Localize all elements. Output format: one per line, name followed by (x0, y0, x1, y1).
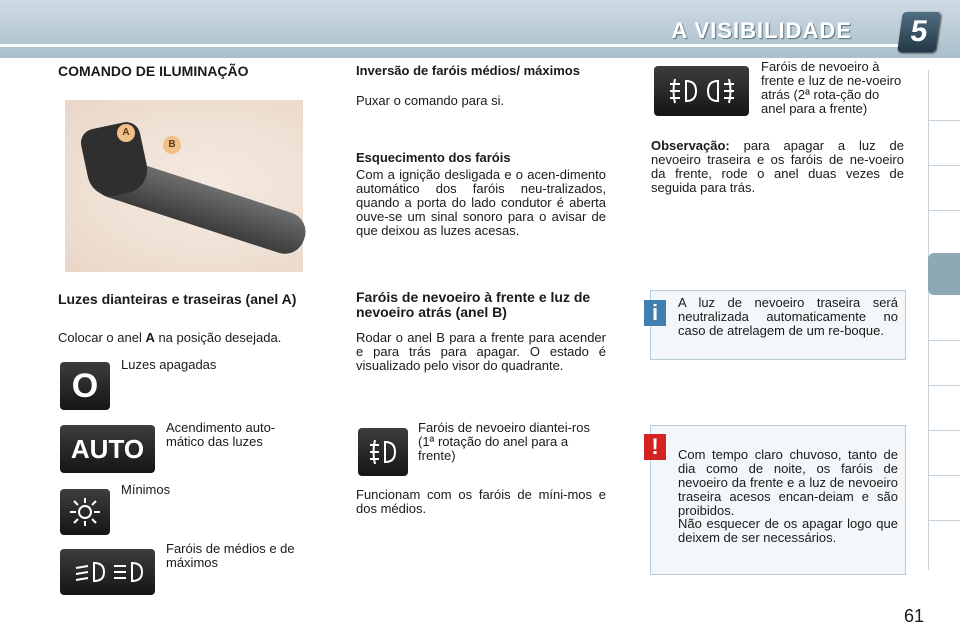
chapter-tab[interactable] (928, 165, 960, 166)
chapter-number-badge: 5 (897, 12, 941, 52)
fog-lights-subheading: Faróis de nevoeiro à frente e luz de nevoeiro atrás (anel B) (356, 289, 591, 320)
sidelights-icon (60, 489, 110, 535)
ring-a-label: A (117, 124, 135, 142)
auto-icon: AUTO (60, 425, 155, 473)
section-title: COMANDO DE ILUMINAÇÃO (58, 63, 249, 79)
chapter-header (0, 0, 960, 58)
ring-a-instruction: Colocar o anel A na posição desejada. (58, 330, 282, 345)
chapter-tab[interactable] (928, 210, 960, 211)
headlights-icon (60, 549, 155, 595)
header-rule (0, 44, 900, 47)
chapter-tab[interactable] (928, 385, 960, 386)
chapter-tab[interactable] (928, 430, 960, 431)
rear-fog-label: Faróis de nevoeiro à frente e luz de ne-voeiro atrás (2ª rota-ção do anel para a frente) (761, 59, 902, 116)
forget-lights-title: Esquecimento dos faróis (356, 150, 511, 165)
headlights-subheading: Luzes dianteiras e traseiras (anel A) (58, 291, 297, 307)
warning-icon: ! (644, 434, 666, 460)
light-off-icon: O (60, 362, 110, 410)
warning-text-2: Não esquecer de os apagar logo que deixem de ser necessários. (678, 516, 898, 545)
chapter-title: A VISIBILIDADE (671, 18, 852, 43)
observation-text: Observação: para apagar a luz de nevoeiro traseira e os faróis de ne-voeiro da frente, rode o anel duas vezes de seguida para trás. (651, 138, 904, 195)
front-fog-icon (358, 428, 408, 476)
lighting-stalk-photo (65, 100, 303, 272)
fog-note: Funcionam com os faróis de míni-mos e dos médios. (356, 487, 606, 516)
page-number: 61 (904, 606, 925, 626)
position-label: Mínimos (121, 482, 171, 497)
fog-lights-text: Rodar o anel B para a frente para acender e para trás para apagar. O estado é visualizado pelo visor do quadrante. (356, 330, 606, 373)
chapter-tabs-rail (928, 70, 960, 570)
position-label: Luzes apagadas (121, 357, 217, 372)
chapter-tab[interactable] (928, 340, 960, 341)
forget-lights-text: Com a ignição desligada e o acen-dimento automático dos faróis neu-tralizados, quando a porta do lado condutor é aberta ouve-se um sinal sonoro para o avisar de que deixou as luzes acesas. (356, 167, 606, 238)
position-label: Faróis de médios e de máximos (166, 541, 295, 570)
front-fog-label: Faróis de nevoeiro diantei-ros (1ª rotação do anel para a frente) (418, 420, 590, 463)
chapter-tab[interactable] (928, 520, 960, 521)
info-icon: i (644, 300, 666, 326)
chapter-tab-active[interactable] (928, 253, 960, 295)
inversion-text: Puxar o comando para si. (356, 93, 505, 108)
chapter-tab[interactable] (928, 120, 960, 121)
position-label: Acendimento auto-mático das luzes (166, 420, 276, 449)
warning-text-1: Com tempo claro chuvoso, tanto de dia como de noite, os faróis de nevoeiro da frente e a luz de nevoeiro traseira acesos encan-deiam e são proibidos. (678, 447, 898, 518)
rear-fog-icon (654, 66, 749, 116)
ring-b-label: B (163, 136, 181, 154)
inversion-title: Inversão de faróis médios/ máximos (356, 63, 580, 78)
info-note-text: A luz de nevoeiro traseira será neutralizada automaticamente no caso de atrelagem de um re-boque. (678, 295, 898, 338)
chapter-tab[interactable] (928, 475, 960, 476)
